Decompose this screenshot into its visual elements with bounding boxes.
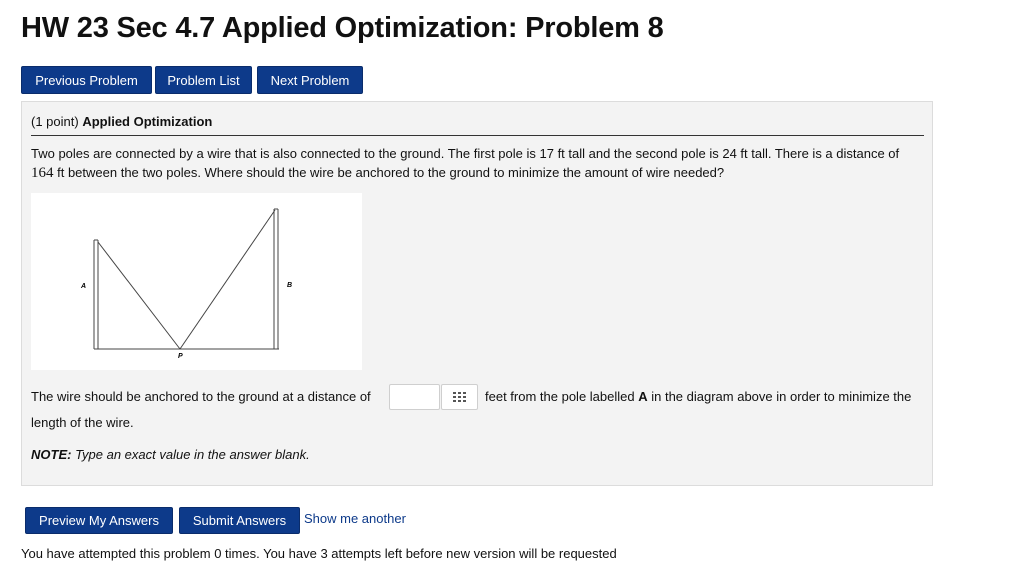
equation-editor-button[interactable] <box>441 384 478 410</box>
answer-input[interactable] <box>389 384 440 410</box>
label-b: B <box>287 282 293 289</box>
problem-text: Two poles are connected by a wire that is also connected to the ground. The first pole is 17 ft tall and the second pole is 24 ft tall. There is a distance of 164 ft between the two poles. Where should the wire be anchored to the ground to minimize the amount of wire needed? <box>31 146 900 181</box>
submit-answers-button[interactable]: Submit Answers <box>179 507 300 534</box>
attempts-status: You have attempted this problem 0 times. You have 3 attempts left before new version will be requested <box>21 546 617 561</box>
page-title: HW 23 Sec 4.7 Applied Optimization: Problem 8 <box>21 12 664 44</box>
problem-points: (1 point) <box>31 114 79 129</box>
divider <box>31 135 924 136</box>
label-a: A <box>81 283 87 290</box>
next-problem-button[interactable]: Next Problem <box>257 66 363 94</box>
pole-wire-diagram <box>31 193 362 370</box>
problem-heading <box>31 114 212 129</box>
note: NOTE: Type an exact value in the answer blank. <box>31 447 310 462</box>
answer-prefix: The wire should be anchored to the ground at a distance of <box>31 389 371 404</box>
show-another-link[interactable]: Show me another <box>304 511 406 526</box>
problem-heading-title: Applied Optimization <box>82 114 213 129</box>
label-p: P <box>178 353 183 360</box>
problem-panel <box>21 101 933 486</box>
grid-icon <box>453 392 466 403</box>
problem-list-button[interactable]: Problem List <box>155 66 252 94</box>
answer-suffix: feet from the pole labelled A in the diagram above in order to minimize the <box>485 389 912 404</box>
previous-problem-button[interactable]: Previous Problem <box>21 66 152 94</box>
wire-b-segment <box>180 210 275 349</box>
preview-answers-button[interactable]: Preview My Answers <box>25 507 173 534</box>
distance-value: 164 <box>31 165 54 181</box>
answer-suffix-line2: length of the wire. <box>31 415 134 430</box>
wire-a-segment <box>98 242 180 349</box>
problem-diagram <box>31 193 362 370</box>
